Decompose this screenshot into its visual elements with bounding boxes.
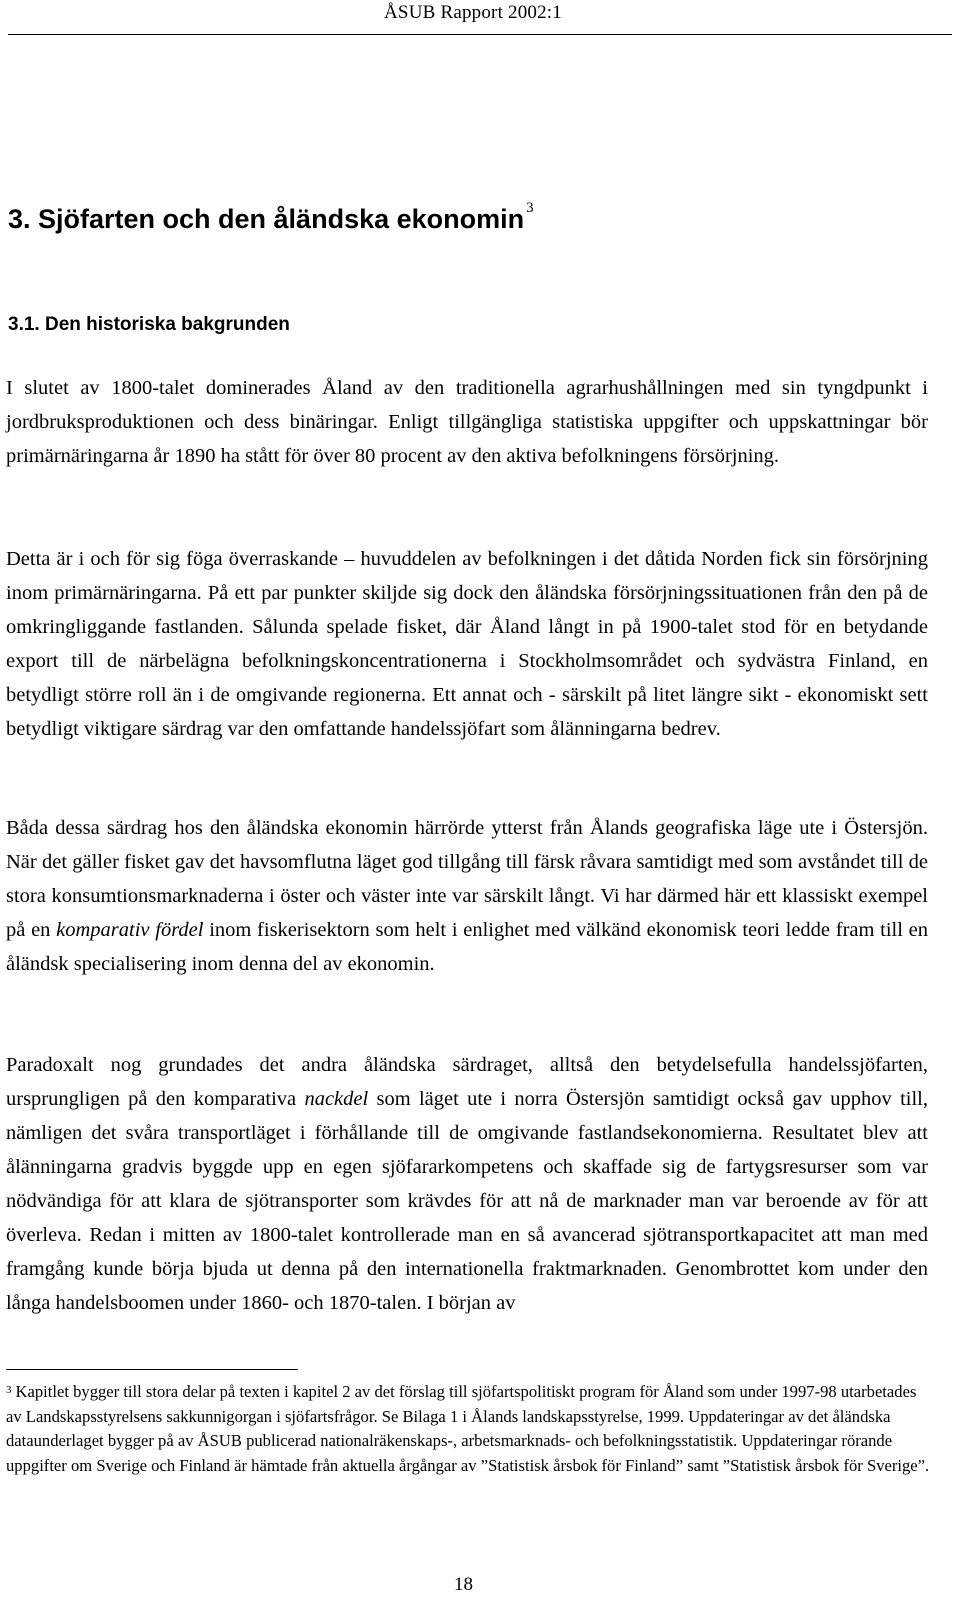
footnote-number: 3 <box>6 1384 12 1396</box>
chapter-title <box>8 200 534 235</box>
paragraph-3 <box>6 811 928 981</box>
footnote-divider <box>6 1369 298 1370</box>
report-header: ÅSUB Rapport 2002:1 <box>384 2 562 23</box>
paragraph-3-emphasis: komparativ fördel <box>56 919 204 941</box>
chapter-title-text: 3. Sjöfarten och den åländska ekonomin <box>8 204 525 234</box>
chapter-footnote-ref[interactable]: 3 <box>526 200 534 216</box>
footnote <box>6 1380 932 1478</box>
paragraph-4-text-end: som läget ute i norra Östersjön samtidigt också gav upphov till, nämligen det svåra transportläget i förhållande till de omgivande fastlandsekonomierna. Resultatet blev att ålänningarna gradvis byggde upp en egen sjöfararkompetens och skaffade sig de fartygsresurser som var nödvändiga för att klara de sjötransporter som krävdes för att nå de marknader man var beroende av för att överleva. Redan i mitten av 1800-talet kontrollerade man en så avancerad sjötransportkapacitet att man med framgång kunde börja bjuda ut denna på den internationella fraktmarknaden. Genombrottet kom under den långa handelsboomen under 1860- och 1870-talen. I början av <box>6 1088 928 1314</box>
section-title: 3.1. Den historiska bakgrunden <box>8 314 290 335</box>
paragraph-4-emphasis: nackdel <box>304 1088 369 1110</box>
paragraph-2: Detta är i och för sig föga överraskande – huvuddelen av befolkningen i det dåtida Norden fick sin försörjning inom primärnäringarna. På ett par punkter skiljde sig dock den åländska försörjningssituationen från den på de omkringliggande fastlanden. Sålunda spelade fisket, där Åland långt in på 1900-talet stod för en betydande export till de närbelägna befolkningskoncentrationerna i Stockholmsområdet och sydvästra Finland, en betydligt större roll än i de omgivande regionerna. Ett annat och - särskilt på litet längre sikt - ekonomiskt sett betydligt viktigare särdrag var den omfattande handelssjöfart som ålänningarna bedrev. <box>6 548 928 740</box>
paragraph-3-text-end: inom fiskerisektorn som helt i enlighet med välkänd ekonomisk teori ledde fram till en åländsk specialisering inom denna del av ekonomin. <box>6 919 929 975</box>
header-divider <box>8 34 952 35</box>
page-number: 18 <box>454 1574 473 1595</box>
paragraph-4-text-start: Paradoxalt nog grundades det andra åländska särdraget, alltså den betydelsefulla handelssjöfarten, ursprungligen på den komparativa <box>6 1054 928 1110</box>
paragraph-3-text-start: Båda dessa särdrag hos den åländska ekonomin härrörde ytterst från Ålands geografiska läge ute i Östersjön. När det gäller fisket gav det havsomflutna läget god tillgång till färsk råvara samtidigt med som avståndet till de stora konsumtionsmarknaderna i öster och väster inte var särskilt långt. Vi har därmed här ett klassiskt exempel på en <box>6 817 928 941</box>
footnote-text: Kapitlet bygger till stora delar på texten i kapitel 2 av det förslag till sjöfartspolitiskt program för Åland som under 1997-98 utarbetades av Landskapsstyrelsens sakkunnigorgan i sjöfartsfrågor. Se Bilaga 1 i Ålands landskapsstyrelse, 1999. Uppdateringar av det åländska dataunderlaget bygger på av ÅSUB publicerad nationalräkenskaps-, arbetsmarknads- och befolkningsstatistik. Uppdateringar rörande uppgifter om Sverige och Finland är hämtade från aktuella årgångar av ”Statistisk årsbok för Finland” samt ”Statistisk årsbok för Sverige”. <box>6 1382 930 1475</box>
paragraph-1: I slutet av 1800-talet dominerades Åland av den traditionella agrarhushållningen med sin tyngdpunkt i jordbruksproduktionen och dess binäringar. Enligt tillgängliga statistiska uppgifter och uppskattningar bör primärnäringarna år 1890 ha stått för över 80 procent av den aktiva befolkningens försörjning. <box>6 377 928 467</box>
paragraph-4 <box>6 1048 928 1320</box>
